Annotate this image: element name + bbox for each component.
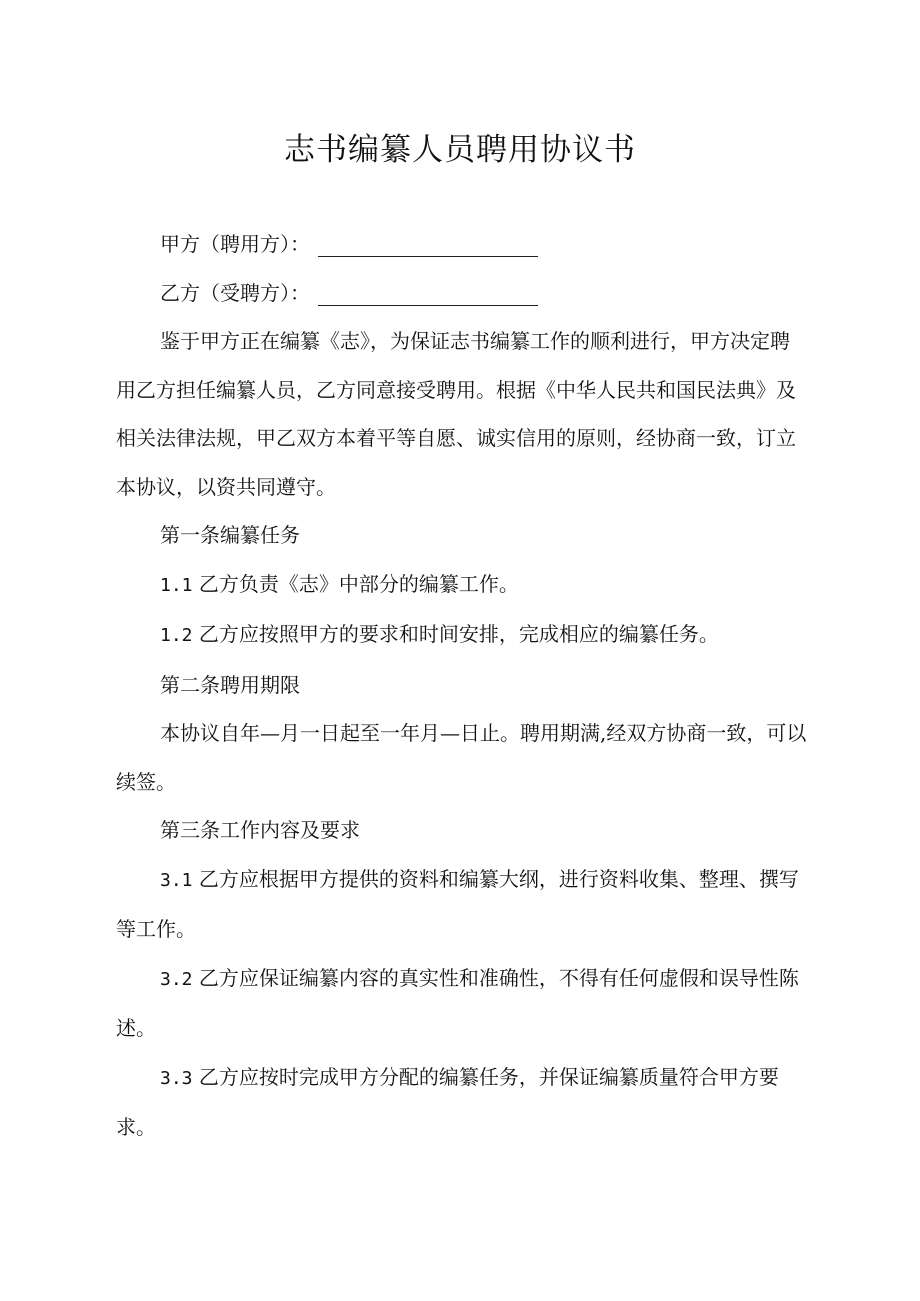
- preamble-line: 相关法律法规，甲乙双方本着平等自愿、诚实信用的原则，经协商一致，订立: [116, 426, 796, 450]
- item-text: 乙方应按照甲方的要求和时间安排，完成相应的编纂任务。: [192, 622, 719, 646]
- preamble-line: 本协议，以资共同遵守。: [116, 474, 336, 499]
- party-a-label: 甲方（聘用方）：: [160, 232, 310, 256]
- article1-item: [116, 560, 816, 611]
- item-text: 乙方负责《志》中部分的编纂工作。: [192, 571, 519, 596]
- article3-item-continuation: 述。: [116, 1016, 156, 1040]
- article3-item: [116, 1053, 816, 1104]
- article3-heading: 第三条工作内容及要求: [160, 818, 360, 842]
- party-a-blank: [318, 256, 538, 257]
- article3-item-continuation: 等工作。: [116, 917, 196, 941]
- preamble-line: 鉴于甲方正在编纂《志》，为保证志书编纂工作的顺利进行，甲方决定聘: [160, 329, 790, 353]
- article2-line: 本协议自年—月一日起至一年月—日止。聘用期满,经双方协商一致，可以: [160, 721, 807, 745]
- article3-item: [116, 855, 816, 906]
- article2-line: 续签。: [116, 769, 176, 794]
- item-number: 1.2: [160, 625, 193, 646]
- party-b-blank: [318, 305, 538, 306]
- article3-item-continuation: 求。: [116, 1115, 156, 1139]
- document-title: 志书编纂人员聘用协议书: [284, 132, 636, 168]
- document-body: [116, 220, 816, 1152]
- item-text: 乙方应根据甲方提供的资料和编纂大纲，进行资料收集、整理、撰写: [192, 866, 799, 891]
- item-text: 乙方应按时完成甲方分配的编纂任务，并保证编纂质量符合甲方要: [192, 1064, 779, 1089]
- item-number: 3.3: [160, 1067, 193, 1089]
- item-number: 1.1: [160, 574, 193, 596]
- party-b-line: [116, 269, 816, 318]
- article2-heading: 第二条聘用期限: [160, 672, 300, 697]
- article1-item: [116, 610, 816, 661]
- party-b-label: 乙方（受聘方）：: [160, 280, 310, 305]
- item-number: 3.2: [160, 968, 193, 990]
- item-number: 3.1: [160, 869, 193, 891]
- party-a-line: [116, 220, 816, 269]
- preamble-line: 用乙方担任编纂人员，乙方同意接受聘用。根据《中华人民共和国民法典》及: [116, 377, 796, 402]
- item-text: 乙方应保证编纂内容的真实性和准确性，不得有任何虚假和误导性陈: [192, 965, 799, 990]
- article1-heading: 第一条编纂任务: [160, 523, 300, 547]
- article3-item: [116, 954, 816, 1005]
